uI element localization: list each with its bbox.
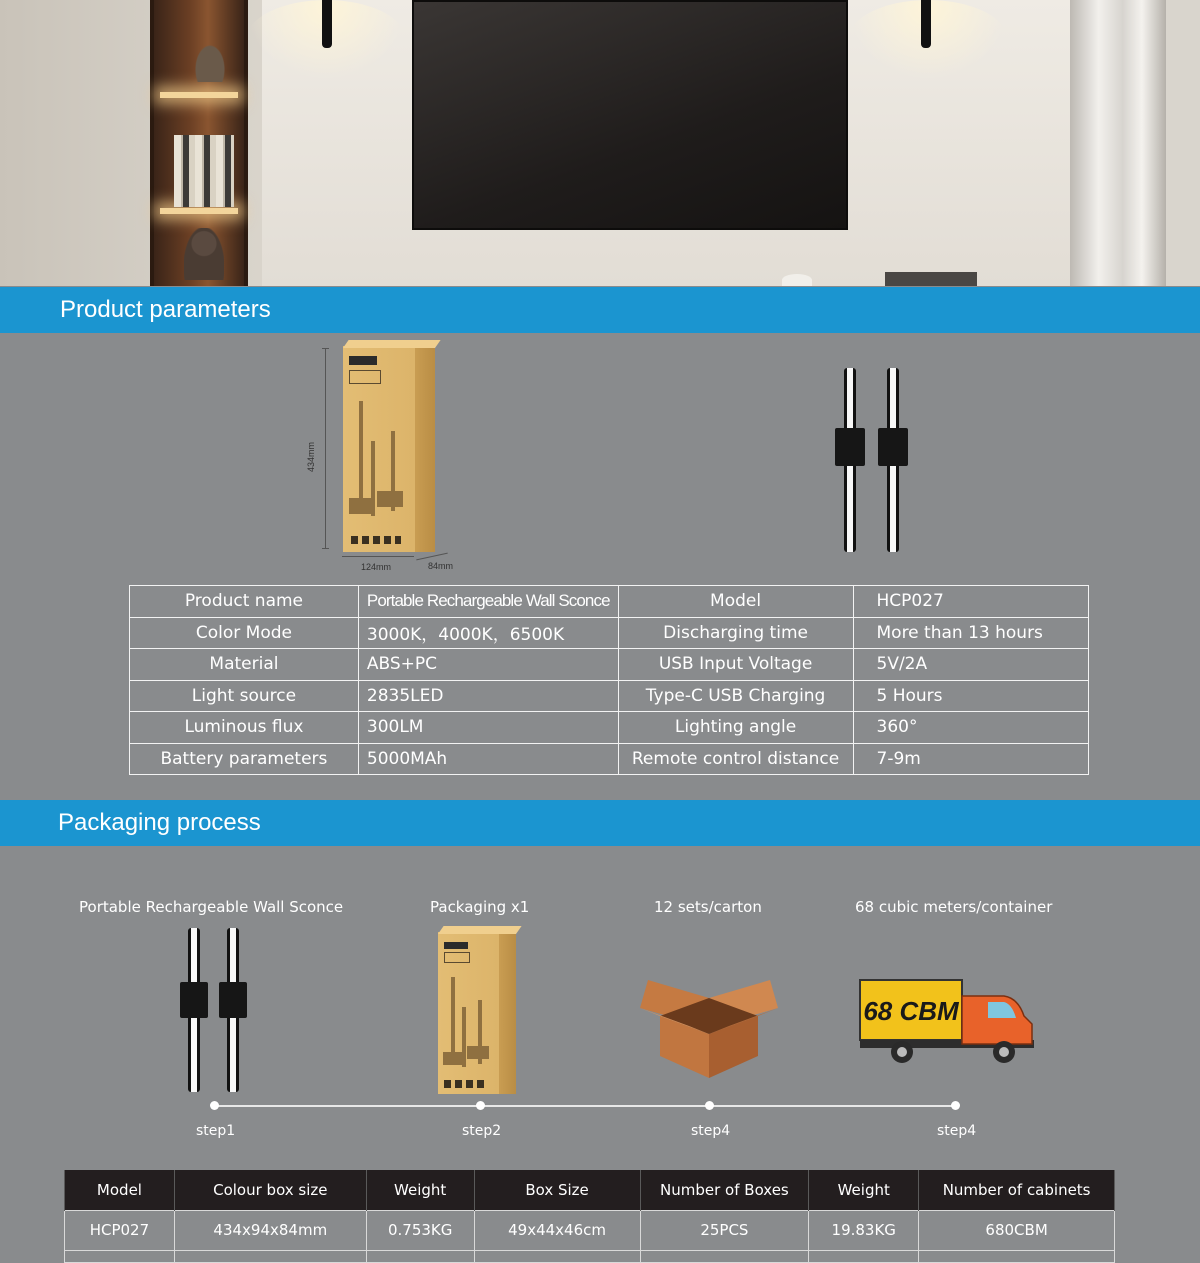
param-value: 300LM	[358, 712, 618, 744]
step2-caption: Packaging x1	[430, 898, 530, 916]
param-label: Discharging time	[618, 617, 853, 649]
section-header-packaging	[0, 800, 1200, 846]
param-value: Portable Rechargeable Wall Sconce	[358, 586, 618, 618]
section-title: Product parameters	[60, 296, 271, 323]
packing-cell: HCP027	[65, 1210, 175, 1250]
step3-caption: 12 sets/carton	[654, 898, 762, 916]
param-value: 3000K，4000K，6500K	[358, 617, 618, 649]
param-label: Battery parameters	[130, 743, 359, 775]
param-value: 5000MAh	[358, 743, 618, 775]
step1-label: step1	[196, 1123, 236, 1139]
height-dimension: 434mm	[306, 441, 317, 473]
timeline-line	[214, 1105, 956, 1107]
parameter-row	[130, 680, 1089, 712]
packing-cell: 434x94x84mm	[174, 1210, 366, 1250]
param-value: 5 Hours	[853, 680, 1089, 712]
param-value: 2835LED	[358, 680, 618, 712]
step1-dot	[210, 1101, 219, 1110]
television	[412, 0, 848, 230]
param-value: 5V/2A	[853, 649, 1089, 681]
wall-lamp-left	[322, 0, 332, 48]
depth-dimension: 84mm	[428, 561, 454, 571]
packing-cell: 49x44x46cm	[474, 1210, 640, 1250]
step4-label: step4	[937, 1123, 977, 1139]
figurine	[184, 228, 224, 280]
packing-cell: 0.753KG	[366, 1210, 474, 1250]
packing-header-cell: Model	[65, 1170, 175, 1210]
box-icons	[351, 536, 401, 544]
truck-icon	[858, 978, 1034, 1068]
param-label: Luminous flux	[130, 712, 359, 744]
wall-lamp-right	[921, 0, 931, 48]
step4-caption: 68 cubic meters/container	[855, 898, 1053, 916]
tv-cabinet-item	[885, 272, 977, 286]
parameter-row	[130, 617, 1089, 649]
books	[174, 135, 234, 207]
packing-header-cell: Number of Boxes	[640, 1170, 809, 1210]
section-header-parameters	[0, 287, 1200, 333]
packing-header-cell: Weight	[809, 1170, 919, 1210]
section-title: Packaging process	[58, 809, 261, 836]
parameter-row	[130, 743, 1089, 775]
bookshelf	[150, 0, 248, 286]
step2-box-image	[438, 932, 516, 1094]
param-value: 360°	[853, 712, 1089, 744]
param-label: Color Mode	[130, 617, 359, 649]
param-value: 7-9m	[853, 743, 1089, 775]
step2-label: step2	[462, 1123, 502, 1139]
param-value: More than 13 hours	[853, 617, 1089, 649]
param-label: USB Input Voltage	[618, 649, 853, 681]
packing-header-cell: Number of cabinets	[919, 1170, 1115, 1210]
param-value: HCP027	[853, 586, 1089, 618]
param-label: Type-C USB Charging	[618, 680, 853, 712]
packing-header-cell: Colour box size	[174, 1170, 366, 1210]
parameter-row	[130, 712, 1089, 744]
packing-header-cell: Weight	[366, 1170, 474, 1210]
param-label: Product name	[130, 586, 359, 618]
param-label: Material	[130, 649, 359, 681]
carton-icon	[640, 968, 778, 1078]
packing-header-cell: Box Size	[474, 1170, 640, 1210]
param-value: ABS+PC	[358, 649, 618, 681]
parameter-row	[130, 586, 1089, 618]
parameters-table	[129, 585, 1089, 775]
truck-label: 68 CBM	[863, 996, 959, 1026]
width-dimension: 124mm	[361, 562, 392, 572]
step3-label: step4	[691, 1123, 731, 1139]
vase	[782, 274, 812, 286]
param-label: Light source	[130, 680, 359, 712]
step3-dot	[705, 1101, 714, 1110]
step4-dot	[951, 1101, 960, 1110]
product-box	[343, 346, 435, 552]
pillar	[1070, 0, 1166, 286]
param-label: Lighting angle	[618, 712, 853, 744]
step2-dot	[476, 1101, 485, 1110]
hero-room-image	[0, 0, 1200, 286]
packing-table	[64, 1170, 1115, 1263]
parameter-row	[130, 649, 1089, 681]
param-label: Remote control distance	[618, 743, 853, 775]
table-row	[65, 1210, 1115, 1250]
bird-ornament	[192, 40, 228, 82]
packing-cell: 680CBM	[919, 1210, 1115, 1250]
packing-cell: 25PCS	[640, 1210, 809, 1250]
packing-cell: 19.83KG	[809, 1210, 919, 1250]
param-label: Model	[618, 586, 853, 618]
step1-caption: Portable Rechargeable Wall Sconce	[79, 898, 344, 916]
